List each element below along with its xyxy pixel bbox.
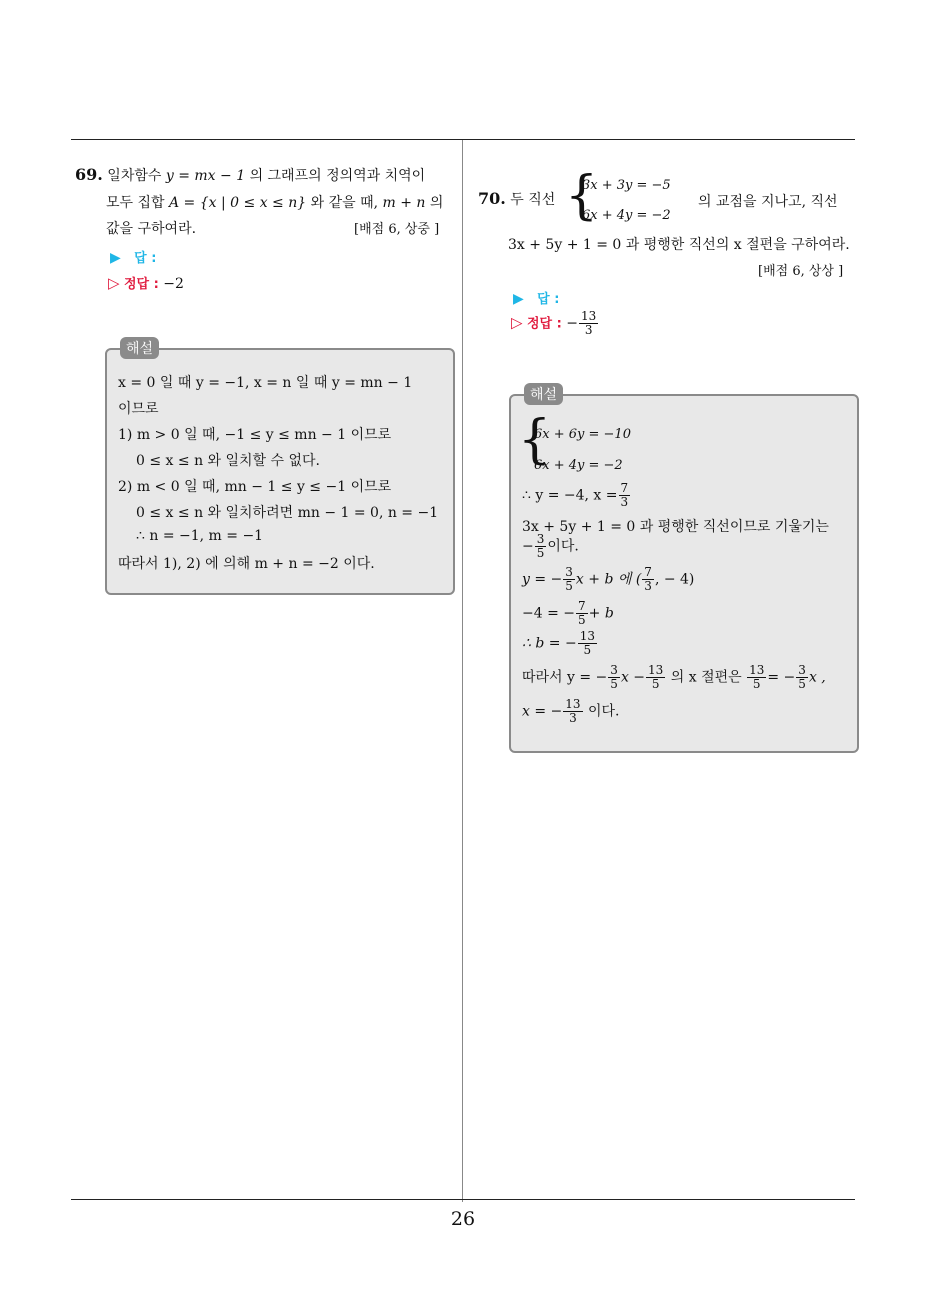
frac-num: 13 [648,663,664,677]
step-text: 이다. [547,538,579,555]
sol-step3 [522,533,579,560]
fraction [796,664,808,691]
key-fraction [579,310,598,337]
q70-line2: 3x + 5y + 1 = 0 과 평행한 직선의 x 절편을 구하여라. [508,237,850,253]
frac-num: 3 [536,532,545,546]
sol-step6 [522,630,598,657]
fraction [646,664,665,691]
fraction [578,630,597,657]
solution-tag: 해설 [120,337,159,359]
step-text: x = − [522,703,563,720]
frac-den: 3 [644,579,652,593]
q69-text-1b: 의 그래프의 정의역과 치역이 [249,168,426,184]
step-text: − [522,538,534,555]
q69-sol-line: x = 0 일 때 y = −1, x = n 일 때 y = mn − 1 [118,375,413,391]
answer-label: 답 : [537,292,560,307]
q69-key [108,273,184,292]
frac-num: 13 [749,663,765,677]
column-divider [462,140,463,1202]
step-text: −4 = − [522,605,575,622]
sol-step1 [522,482,631,509]
triangle-outline-icon: ▷ [511,313,523,332]
q69-sol-line: ∴ n = −1, m = −1 [136,528,264,544]
q70-score: [배점 6, 상상 ] [758,264,844,279]
sol-step5 [522,600,614,627]
key-label: 정답 : [124,277,159,292]
q69-answer [110,247,156,266]
step-text: x − [620,669,646,686]
q70-eq1: 3x + 3y = −5 [582,178,671,193]
fraction [608,664,620,691]
frac-num: 13 [581,309,597,323]
play-icon: ▶ [110,250,121,266]
q69-sol-line: 2) m < 0 일 때, mn − 1 ≤ y ≤ −1 이므로 [118,479,392,495]
q69-text-2: 모두 집합 [106,195,165,211]
q69-line3: 값을 구하여라. [106,221,197,237]
frac-num: 13 [579,629,595,643]
q69-math-1: y = mx − 1 [165,168,246,184]
frac-den: 5 [651,677,660,691]
q70-line1 [478,189,555,209]
step-text: y = − [522,571,563,588]
fraction [619,482,631,509]
frac-num: 7 [644,565,652,579]
sol-step4 [522,566,694,593]
step-text: + b [588,605,614,622]
sol-system-brace: { [518,410,552,470]
fraction [563,566,575,593]
frac-den: 5 [752,677,761,691]
q69-line2 [106,192,443,212]
frac-num: 7 [578,599,586,613]
frac-num: 3 [565,565,573,579]
q69-text-1: 일차함수 [107,168,162,184]
frac-num: 7 [620,481,629,495]
q69-math-2: A = {x | 0 ≤ x ≤ n} [169,195,307,211]
frac-num: 3 [610,663,618,677]
q70-key [511,310,599,337]
q70-answer [513,288,559,307]
step-text: ∴ b = − [522,635,577,652]
frac-den: 5 [578,613,586,627]
q69-score: [배점 6, 상중 ] [354,222,440,237]
sol-eq1: 6x + 6y = −10 [534,427,631,442]
top-rule [71,139,855,140]
step-text: ∴ y = −4, x = [522,487,618,504]
frac-den: 3 [569,711,577,725]
frac-den: 5 [798,677,806,691]
q70-system-brace: { [565,166,599,226]
q69-sol-line: 이므로 [118,401,159,417]
fraction [642,566,654,593]
frac-den: 3 [620,495,629,509]
sol-step2: 3x + 5y + 1 = 0 과 평행한 직선이므로 기울기는 [522,519,829,535]
step-text: , − 4) [654,571,695,588]
frac-den: 5 [565,579,573,593]
frac-den: 5 [536,546,545,560]
frac-den: 5 [583,643,592,657]
frac-den: 5 [610,677,618,691]
fraction [747,664,766,691]
q69-number: 69. [75,165,103,184]
solution-tag: 해설 [524,383,563,405]
q69-sol-line: 1) m > 0 일 때, −1 ≤ y ≤ mn − 1 이므로 [118,427,392,443]
q69-sol-line: 따라서 1), 2) 에 의해 m + n = −2 이다. [118,556,375,572]
q69-sol-line: 0 ≤ x ≤ n 와 일치할 수 없다. [136,453,320,469]
step-text: = − [767,669,796,686]
triangle-outline-icon: ▷ [108,274,120,292]
q69-math-2b: m + n [382,195,426,211]
key-sign: − [566,315,579,332]
key-value: −2 [163,276,184,292]
q69-sol-line: 0 ≤ x ≤ n 와 일치하려면 mn − 1 = 0, n = −1 [136,505,439,521]
fraction [535,533,547,560]
answer-label: 답 : [134,251,157,266]
q70-number: 70. [478,189,506,208]
frac-num: 3 [798,663,806,677]
key-label: 정답 : [527,316,562,332]
step-text: 이다. [583,703,620,720]
q69-text-2b: 와 같을 때, [310,195,379,211]
frac-num: 13 [565,697,581,711]
q69-line1 [75,165,425,185]
step-text: 따라서 y = − [522,669,608,686]
frac-den: 3 [584,323,593,337]
q69-text-2c: 의 [429,195,444,211]
q70-eq2: 6x + 4y = −2 [582,208,671,223]
bottom-rule [71,1199,855,1200]
step-text: 의 x 절편은 [666,669,742,686]
fraction [576,600,588,627]
q70-intro: 두 직선 [510,192,556,208]
step-text: x + b 에 ( [575,571,642,588]
step-text: x , [808,669,826,686]
page-number: 26 [450,1208,476,1230]
fraction [563,698,582,725]
q70-line1-rest: 의 교점을 지나고, 직선 [698,194,838,210]
sol-eq2: 6x + 4y = −2 [534,458,623,473]
sol-step8 [522,698,620,725]
play-icon: ▶ [513,291,524,307]
sol-step7 [522,664,826,691]
